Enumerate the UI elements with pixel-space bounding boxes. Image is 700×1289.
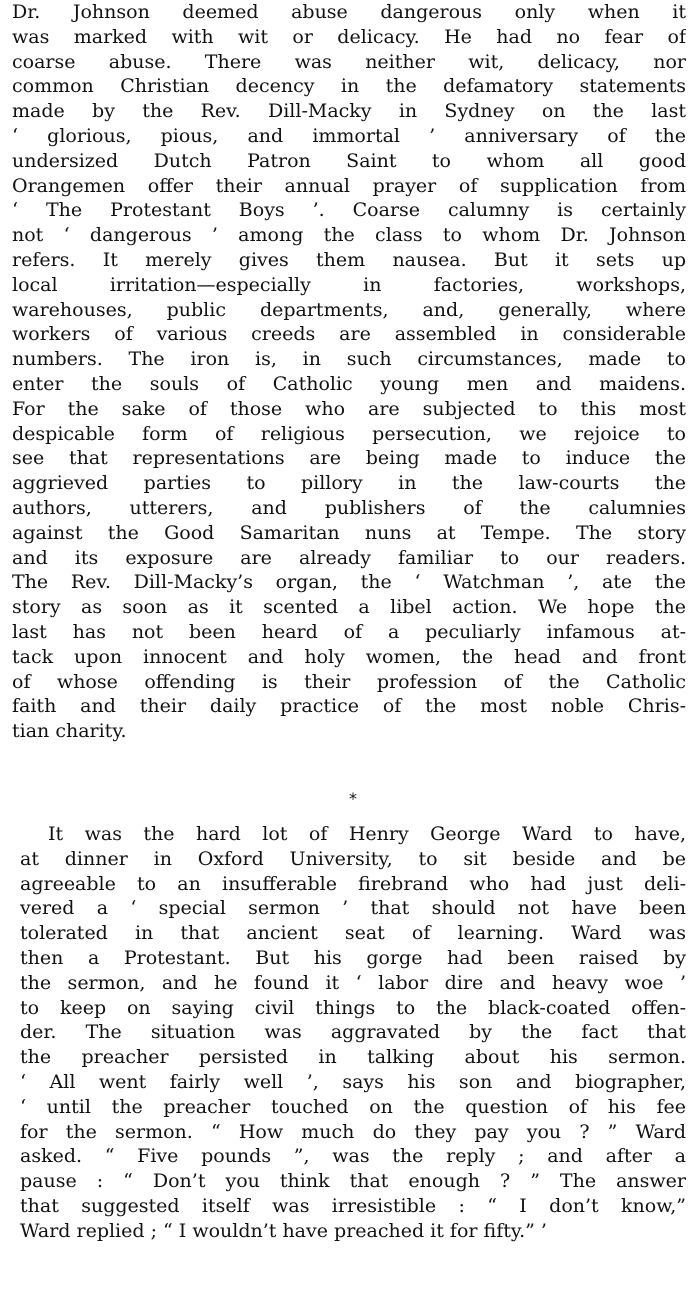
text-line: tian charity. — [12, 720, 127, 743]
text-line: at dinner in Oxford University, to sit beside and be — [20, 847, 686, 870]
text-line: the sermon, and he found it ‘ labor dire and heavy woe ’ — [20, 971, 686, 994]
text-line: ‘ until the preacher touched on the question of his fee — [20, 1095, 686, 1118]
text-line: faith and their daily practice of the most noble Chris- — [12, 695, 686, 718]
text-line: warehouses, public departments, and, generally, where — [12, 298, 686, 321]
text-line: aggrieved parties to pillory in the law-courts the — [12, 472, 686, 495]
text-line: common Christian decency in the defamatory statements — [12, 75, 686, 98]
text-line: ‘ The Protestant Boys ’. Coarse calumny is certainly — [12, 199, 686, 222]
text-line: Orangemen offer their annual prayer of supplication from — [12, 174, 686, 197]
section-separator: * — [349, 789, 357, 808]
text-line: tolerated in that ancient seat of learning. Ward was — [20, 922, 686, 945]
text-line: undersized Dutch Patron Saint to whom all good — [12, 149, 686, 172]
text-line: The Rev. Dill-Macky’s organ, the ‘ Watchman ’, ate the — [12, 571, 686, 594]
article-paragraph-1 — [12, 0, 686, 744]
text-line: Dr. Johnson deemed abuse dangerous only when it — [12, 1, 686, 23]
article-paragraph-2 — [20, 822, 686, 1244]
text-line: was marked with wit or delicacy. He had no fear of — [12, 25, 686, 48]
text-line: authors, utterers, and publishers of the calumnies — [12, 496, 686, 519]
text-line: and its exposure are already familiar to our readers. — [12, 546, 686, 569]
text-line: tack upon innocent and holy women, the head and front — [12, 645, 686, 668]
text-line: that suggested itself was irresistible : “ I don’t know,” — [20, 1194, 686, 1217]
text-line: asked. “ Five pounds ”, was the reply ; and after a — [20, 1145, 686, 1168]
text-line: enter the souls of Catholic young men and maidens. — [12, 372, 686, 395]
text-line: Ward replied ; “ I wouldn’t have preached it for fifty.” ’ — [20, 1219, 547, 1242]
text-line: numbers. The iron is, in such circumstances, made to — [12, 348, 686, 371]
text-line: For the sake of those who are subjected to this most — [12, 397, 686, 420]
text-line: coarse abuse. There was neither wit, delicacy, nor — [12, 50, 686, 73]
text-line: agreeable to an insufferable firebrand who had just deli- — [20, 872, 686, 895]
text-line: against the Good Samaritan nuns at Tempe. The story — [12, 521, 686, 544]
text-line: der. The situation was aggravated by the fact that — [20, 1021, 686, 1044]
text-line: refers. It merely gives them nausea. But it sets up — [12, 248, 686, 271]
text-line: of whose offending is their profession of the Catholic — [12, 670, 686, 693]
text-line: made by the Rev. Dill-Macky in Sydney on the last — [12, 100, 686, 123]
text-line: despicable form of religious persecution, we rejoice to — [12, 422, 686, 445]
text-line: It was the hard lot of Henry George Ward to have, — [48, 823, 686, 845]
text-line: the preacher persisted in talking about his sermon. — [20, 1046, 686, 1069]
text-line: ‘ glorious, pious, and immortal ’ anniversary of the — [12, 124, 686, 147]
text-line: ‘ All went fairly well ’, says his son and biographer, — [20, 1070, 686, 1093]
text-line: last has not been heard of a peculiarly infamous at- — [12, 620, 686, 643]
text-line: vered a ‘ special sermon ’ that should not have been — [20, 897, 686, 920]
text-line: see that representations are being made to induce the — [12, 447, 686, 470]
text-line: to keep on saying civil things to the black-coated offen- — [20, 996, 686, 1019]
text-line: not ‘ dangerous ’ among the class to whom Dr. Johnson — [12, 224, 686, 247]
text-line: then a Protestant. But his gorge had been raised by — [20, 946, 686, 969]
text-line: workers of various creeds are assembled in considerable — [12, 323, 686, 346]
text-line: pause : “ Don’t you think that enough ? ” The answer — [20, 1170, 686, 1193]
text-line: for the sermon. “ How much do they pay you ? ” Ward — [20, 1120, 686, 1143]
text-line: local irritation—especially in factories, workshops, — [12, 273, 686, 296]
text-line: story as soon as it scented a libel action. We hope the — [12, 596, 686, 619]
